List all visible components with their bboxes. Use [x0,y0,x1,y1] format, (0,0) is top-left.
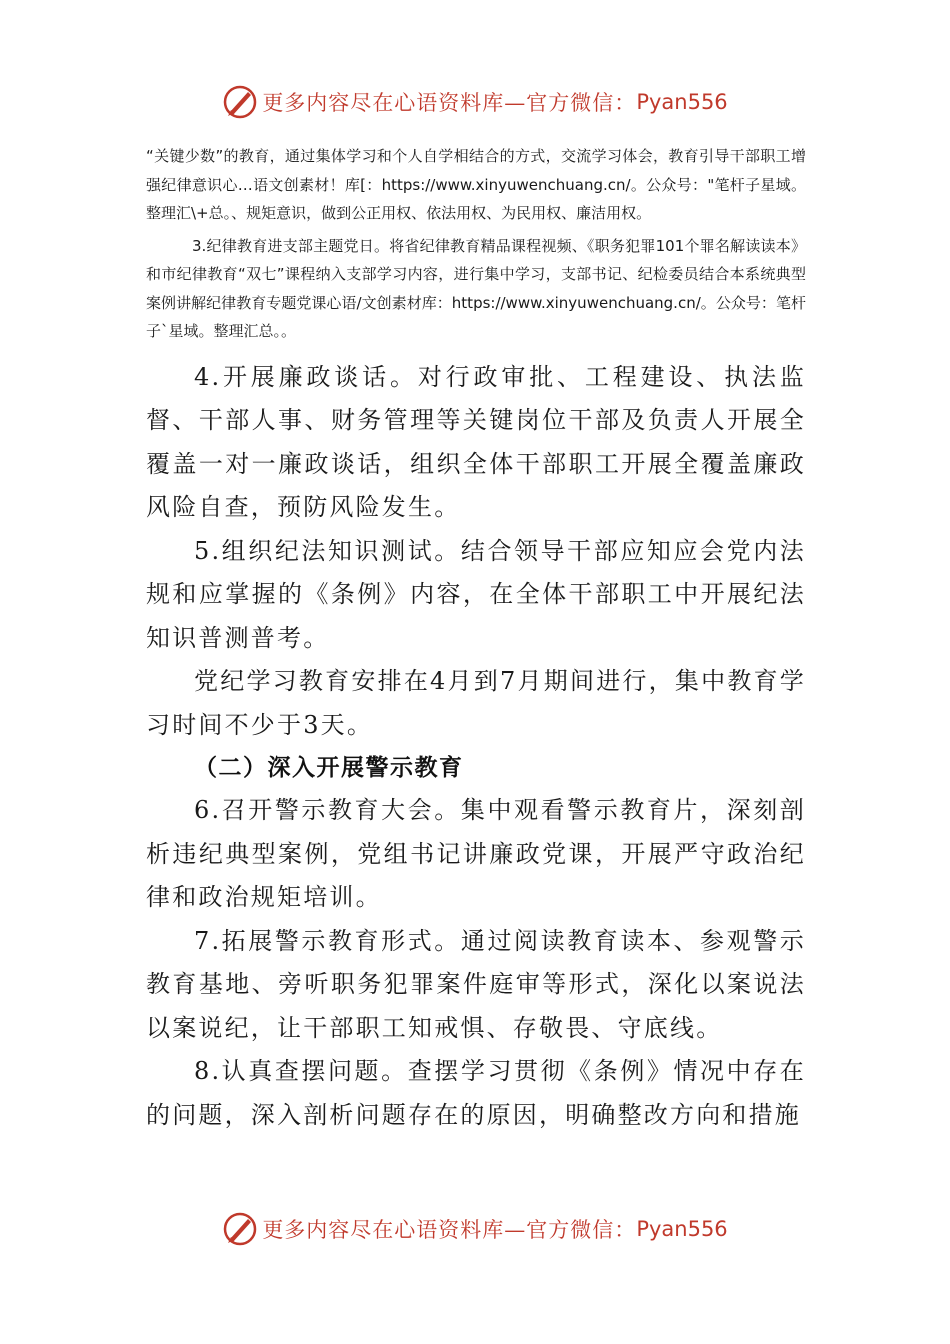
header-watermark-banner [0,82,950,122]
paragraph-item-8: 8.认真查摆问题。查摆学习贯彻《条例》情况中存在的问题，深入剖析问题存在的原因，明确整改方向和措施 [146,1057,806,1129]
paragraph-schedule: 党纪学习教育安排在4月到7月期间进行，集中教育学习时间不少于3天。 [146,667,806,739]
paragraph-key-minority: “关键少数”的教育，通过集体学习和个人自学相结合的方式，交流学习体会，教育引导干部职工增强纪律意识心…语文创素材！库[：https://www.xinyuwenchuang.cn/。公众号："笔杆子星域。整理汇\+总。、规矩意识，做到公正用权、依法用权、为民用权、廉洁用权。 [146,147,806,222]
paragraph-item-5: 5.组织纪法知识测试。结合领导干部应知应会党内法规和应掌握的《条例》内容，在全体干部职工中开展纪法知识普测普考。 [146,536,806,652]
section-heading-warning-education: （二）深入开展警示教育 [194,755,464,781]
paragraph-item-3: 3.纪律教育进支部主题党日。将省纪律教育精品课程视频、《职务犯罪101个罪名解读读本》和市纪律教育“双七”课程纳入支部学习内容，进行集中学习，支部书记、纪检委员结合本系统典型案例讲解纪律教育专题党课心语/文创素材库：https://www.xinyuwenchuang.cn/。公众号：笔杆子`星域。整理汇总。。 [146,236,806,340]
paragraph-item-4: 4.开展廉政谈话。对行政审批、工程建设、执法监督、干部人事、财务管理等关键岗位干部及负责人开展全覆盖一对一廉政谈话，组织全体干部职工开展全覆盖廉政风险自查，预防风险发生。 [146,362,806,521]
banner-wechat-handle: Pyan556 [636,90,728,114]
banner-wechat-handle: Pyan556 [636,1217,728,1241]
banner-text: 更多内容尽在心语资料库—官方微信： [262,1218,637,1242]
footer-watermark-banner [0,1209,950,1249]
document-body [146,142,806,1137]
banner-text: 更多内容尽在心语资料库—官方微信： [262,91,637,115]
pen-logo-icon [222,1211,258,1247]
paragraph-item-7: 7.拓展警示教育形式。通过阅读教育读本、参观警示教育基地、旁听职务犯罪案件庭审等形式，深化以案说法以案说纪，让干部职工知戒惧、存敬畏、守底线。 [146,926,806,1042]
paragraph-item-6: 6.召开警示教育大会。集中观看警示教育片，深刻剖析违纪典型案例，党组书记讲廉政党课，开展严守政治纪律和政治规矩培训。 [146,796,806,911]
pen-logo-icon [222,84,258,120]
